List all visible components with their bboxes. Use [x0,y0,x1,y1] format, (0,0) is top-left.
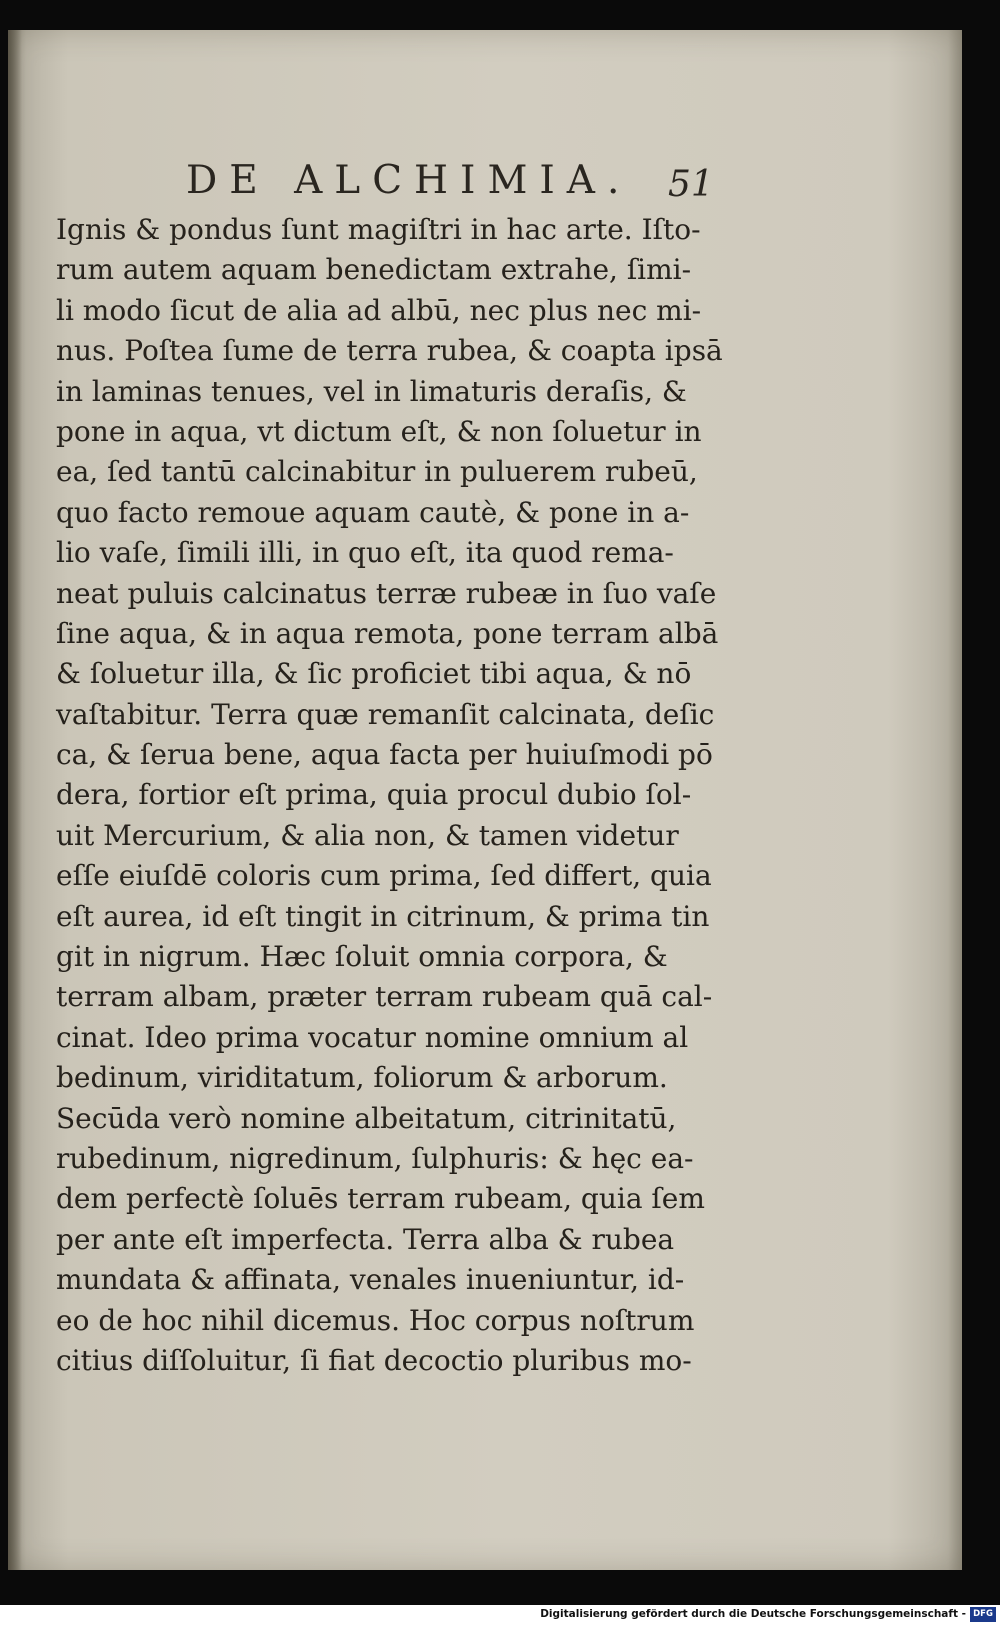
text-line: git in nigrum. Hæc ſoluit omnia corpora, & [56,940,668,974]
text-line: per ante eſt imperfecta. Terra alba & rubea [56,1222,675,1256]
page-header [178,152,738,212]
text-line: rubedinum, nigredinum, ſulphuris: & hęc ea- [56,1141,694,1175]
footer-bar [0,1605,1000,1625]
text-line: eo de hoc nihil dicemus. Hoc corpus noſtrum [56,1303,695,1337]
text-line: ea, ſed tantū calcinabitur in puluerem rubeū, [56,455,698,489]
text-line: eſſe eiuſdē coloris cum prima, ſed differt, quia [56,859,712,893]
body-text [56,210,723,1381]
text-line: ca, & ſerua bene, aqua facta per huiuſmodi pō [56,738,713,772]
text-line: Ignis & pondus ſunt magiſtri in hac arte. Iſto- [56,213,701,246]
text-line: mundata & affinata, venales inueniuntur, id- [56,1263,685,1297]
dfg-logo: DFG [970,1607,996,1622]
page-number: 51 [668,164,714,205]
text-line: lio vaſe, ſimili illi, in quo eſt, ita quod rema- [56,536,674,570]
book-page [8,30,962,1570]
text-line: in laminas tenues, vel in limaturis deraſis, & [56,374,687,408]
text-line: ſine aqua, & in aqua remota, pone terram albā [56,616,719,650]
text-line: eſt aurea, id eſt tingit in citrinum, & prima tin [56,899,710,933]
text-line: neat puluis calcinatus terræ rubeæ in ſuo vaſe [56,576,717,610]
text-line: dera, fortior eſt prima, quia procul dubio ſol- [56,778,692,812]
text-line: citius diſſoluitur, ſi fiat decoctio pluribus mo- [56,1343,692,1377]
text-line: Secūda verò nomine albeitatum, citrinitatū, [56,1101,677,1135]
text-line: nus. Poſtea ſume de terra rubea, & coapta ipsā [56,334,723,368]
text-line: quo facto remoue aquam cautè, & pone in a- [56,495,690,529]
text-line: dem perfectè ſoluēs terram rubeam, quia ſem [56,1182,705,1216]
text-line: cinat. Ideo prima vocatur nomine omnium al [56,1020,689,1054]
running-head: DE ALCHIMIA. [186,158,632,203]
text-line: uit Mercurium, & alia non, & tamen videtur [56,818,679,852]
text-line: bedinum, viriditatum, foliorum & arborum. [56,1061,668,1095]
text-line: li modo ſicut de alia ad albū, nec plus nec mi- [56,293,702,327]
page-gutter-shadow [8,30,22,1570]
text-line: terram albam, præter terram rubeam quā cal- [56,980,713,1014]
text-line: pone in aqua, vt dictum eſt, & non ſoluetur in [56,414,702,448]
text-line: vaſtabitur. Terra quæ remanſit calcinata, deſic [56,697,715,731]
text-line: rum autem aquam benedictam extrahe, ſimi- [56,253,692,287]
funding-notice: Digitalisierung gefördert durch die Deutsche Forschungsgemeinschaft - [540,1608,966,1620]
text-line: & ſoluetur illa, & ſic proficiet tibi aqua, & nō [56,657,692,691]
